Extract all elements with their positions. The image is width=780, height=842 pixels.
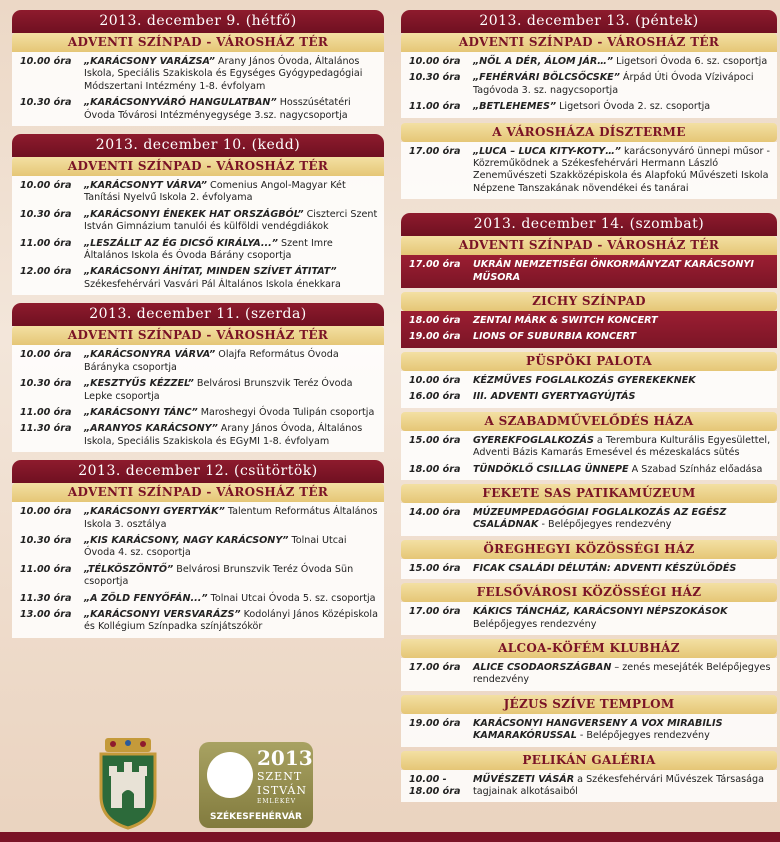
event-detail: - Belépőjegyes rendezvény	[576, 730, 710, 742]
event-list	[401, 658, 777, 691]
event-time: 14.00 óra	[409, 506, 461, 518]
event-time: 17.00 óra	[409, 259, 461, 271]
event-title: „KARÁCSONYI ÁHÍTAT, MINDEN SZÍVET ÁTITAT”	[84, 266, 337, 278]
event-detail: karácsonyváró ünnepi műsor - Közreműködnek a Székesfehérvári Hermann László Zeneművészeti Szakközépiskola és Alapfokú Művészeti Iskola Népzene Tanszakának növendékei és tanárai	[473, 145, 770, 194]
event-row	[12, 423, 380, 448]
event-time: 10.30 óra	[20, 208, 72, 220]
event-title: „A ZÖLD FENYŐFÁN...”	[84, 592, 208, 604]
event-list	[401, 431, 777, 480]
event-title: „NŐL A DÉR, ÁLOM JÁR…”	[473, 56, 614, 67]
event-title: GYEREKFOGLALKOZÁS	[473, 434, 594, 446]
venue-header: ADVENTI SZÍNPAD - VÁROSHÁZ TÉR	[12, 326, 384, 345]
event-desc	[84, 423, 380, 448]
event-time: 10.30 óra	[20, 97, 72, 109]
venue-header: A VÁROSHÁZA DÍSZTERME	[401, 123, 777, 142]
event-list	[12, 176, 384, 295]
event-time: 18.00 óra	[409, 463, 461, 475]
event-list	[401, 142, 777, 200]
venue-header: PELIKÁN GALÉRIA	[401, 751, 777, 770]
event-title: „KIS KARÁCSONY, NAGY KARÁCSONY”	[84, 534, 289, 546]
event-title: FICAK CSALÁDI DÉLUTÁN: ADVENTI KÉSZÜLŐDÉS	[473, 562, 737, 574]
event-time: 11.30 óra	[20, 423, 72, 435]
venue-header: PÜSPÖKI PALOTA	[401, 352, 777, 371]
event-title: „KARÁCSONYVÁRÓ HANGULATBAN”	[84, 97, 277, 109]
event-time: 10.00 óra	[20, 506, 72, 518]
event-title: „LESZÁLLT AZ ÉG DICSŐ KIRÁLYA...”	[84, 237, 278, 249]
event-detail: Hosszúsétatéri Óvoda Tóvárosi Intézményegysége 3.sz. nagycsoportja	[84, 97, 351, 121]
event-row	[401, 56, 773, 68]
event-list	[401, 311, 777, 348]
venue-header: JÉZUS SZÍVE TEMPLOM	[401, 695, 777, 714]
event-detail: Maroshegyi Óvoda Tulipán csoportja	[197, 406, 375, 418]
event-desc	[473, 718, 773, 743]
event-desc	[473, 56, 773, 68]
event-row	[12, 609, 380, 634]
event-time: 19.00 óra	[409, 331, 461, 343]
event-time: 10.00 óra	[409, 56, 461, 67]
event-desc	[84, 506, 380, 531]
event-row	[12, 97, 380, 122]
right-column	[401, 10, 777, 810]
event-row	[401, 718, 773, 743]
event-row	[401, 331, 773, 343]
event-row	[401, 259, 773, 284]
event-desc	[473, 507, 773, 532]
event-time: 11.30 óra	[20, 592, 72, 604]
day-block	[12, 10, 384, 126]
event-detail: A Szabad Színház előadása	[628, 463, 763, 475]
venue-header: FELSŐVÁROSI KÖZÖSSÉGI HÁZ	[401, 583, 777, 602]
event-row	[12, 209, 380, 234]
event-time: 16.00 óra	[409, 391, 461, 403]
venue-header: ZICHY SZÍNPAD	[401, 292, 777, 311]
day-header: 2013. december 14. (szombat)	[401, 213, 777, 236]
event-desc	[84, 180, 380, 205]
badge-city: SZÉKESFEHÉRVÁR	[210, 812, 302, 822]
event-desc	[473, 375, 773, 387]
event-title: „KARÁCSONYI TÁNC”	[84, 406, 198, 418]
day-block	[12, 303, 384, 452]
venue-header: ÖREGHEGYI KÖZÖSSÉGI HÁZ	[401, 540, 777, 559]
event-desc	[84, 609, 380, 634]
event-detail: Szent Imre Általános Iskola és Óvoda Bárány csoportja	[84, 237, 333, 262]
event-title: „KESZTYŰS KÉZZEL”	[84, 378, 194, 390]
event-time: 10.00 óra	[409, 374, 461, 386]
event-time: 10.30 óra	[409, 72, 461, 84]
logos	[95, 738, 365, 830]
event-title: „KARÁCSONYT VÁRVA”	[84, 180, 207, 192]
event-time: 18.00 óra	[409, 315, 461, 327]
venue-header: ADVENTI SZÍNPAD - VÁROSHÁZ TÉR	[12, 483, 384, 502]
venue-header: A SZABADMŰVELŐDÉS HÁZA	[401, 412, 777, 431]
event-time: 10.00 - 18.00 óra	[409, 773, 461, 797]
venue-header: ADVENTI SZÍNPAD - VÁROSHÁZ TÉR	[12, 157, 384, 176]
event-title: ALICE CSODAORSZÁGBAN	[473, 661, 612, 673]
event-list	[401, 602, 777, 635]
event-time: 15.00 óra	[409, 434, 461, 446]
event-time: 10.30 óra	[20, 378, 72, 390]
event-detail: Tolnai Utcai Óvoda 4. sz. csoportja	[84, 534, 347, 559]
event-row	[401, 563, 773, 575]
event-row	[12, 349, 380, 374]
event-desc	[84, 349, 380, 374]
event-desc	[84, 56, 380, 93]
event-time: 13.00 óra	[20, 608, 72, 620]
event-title: „FEHÉRVÁRI BÖLCSŐCSKE”	[473, 72, 620, 84]
bottom-band	[0, 832, 780, 842]
day-header: 2013. december 10. (kedd)	[12, 134, 384, 157]
event-time: 17.00 óra	[409, 661, 461, 673]
venue-header: ALCOA-KÖFÉM KLUBHÁZ	[401, 639, 777, 658]
event-detail: Arany János Óvoda, Általános Iskola, Speciális Szakiskola és EGyMI 1-8. évfolyam	[84, 423, 363, 447]
event-desc	[84, 378, 380, 403]
event-desc	[473, 774, 773, 799]
event-title: „KARÁCSONYI GYERTYÁK”	[84, 506, 225, 518]
event-desc	[84, 266, 380, 291]
event-row	[12, 266, 380, 291]
event-detail: Arany János Óvoda, Általános Iskola, Speciális Szakiskola és Egységes Gyógypedagógiai Módszertani Intézmény 1-8. évfolyam	[84, 56, 363, 92]
event-detail: Ligetsori Óvoda 2. sz. csoportja	[556, 101, 711, 113]
event-row	[401, 662, 773, 687]
event-row	[401, 606, 773, 631]
event-desc	[473, 606, 773, 631]
venue-header: ADVENTI SZÍNPAD - VÁROSHÁZ TÉR	[401, 33, 777, 52]
event-list	[401, 503, 777, 536]
event-row	[401, 315, 773, 327]
event-time: 17.00 óra	[409, 606, 461, 618]
event-list	[401, 255, 777, 288]
event-desc	[84, 535, 380, 560]
event-detail: UKRÁN NEMZETISÉGI ÖNKORMÁNYZAT KARÁCSONYI MŰSORA	[473, 259, 754, 283]
event-detail: a Székesfehérvári Művészek Társasága tagjainak alkotásaiból	[473, 773, 764, 797]
event-row	[401, 101, 773, 113]
event-time: 11.00 óra	[20, 406, 72, 418]
event-row	[12, 564, 380, 589]
event-desc	[84, 97, 380, 122]
event-list	[401, 714, 777, 747]
event-time: 10.00 óra	[20, 349, 72, 361]
event-row	[401, 464, 773, 476]
event-desc	[473, 391, 773, 403]
event-detail: Tolnai Utcai Óvoda 5. sz. csoportja	[207, 592, 376, 604]
event-detail: Belépőjegyes rendezvény	[473, 618, 597, 630]
event-title: „BETLEHEMES”	[473, 101, 557, 113]
event-title: KARÁCSONYI HANGVERSENY A VOX MIRABILIS KAMARAKÓRUSSAL	[473, 717, 723, 742]
event-row	[12, 535, 380, 560]
event-desc	[84, 593, 380, 605]
event-title: „LUCA – LUCA KITY-KOTY…”	[473, 145, 621, 157]
event-detail: Belvárosi Brunszvik Teréz Óvoda Sün csoportja	[84, 563, 354, 588]
event-row	[12, 238, 380, 263]
day-block	[401, 213, 777, 802]
event-time: 12.00 óra	[20, 266, 72, 278]
event-desc	[473, 146, 773, 196]
event-detail: Árpád Úti Óvoda Víziváросi Tagóvoda 3. sz. nagycsoportja	[473, 72, 754, 96]
event-row	[12, 180, 380, 205]
day-block	[12, 134, 384, 295]
day-block	[401, 10, 777, 199]
badge-line-2: ISTVÁN	[257, 784, 307, 797]
venue-header: ADVENTI SZÍNPAD - VÁROSHÁZ TÉR	[12, 33, 384, 52]
event-desc	[473, 331, 773, 343]
event-title: „ARANYOS KARÁCSONY”	[84, 423, 218, 435]
venue-header: FEKETE SAS PATIKAMÚZEUM	[401, 484, 777, 503]
event-title: MŰVÉSZETI VÁSÁR	[473, 773, 575, 785]
event-desc	[84, 209, 380, 234]
event-row	[12, 378, 380, 403]
event-row	[401, 435, 773, 460]
event-title: „KARÁCSONY VARÁZSA”	[84, 56, 215, 67]
day-header: 2013. december 9. (hétfő)	[12, 10, 384, 33]
event-row	[12, 56, 380, 93]
event-title: KÉZMŰVES FOGLALKOZÁS GYEREKEKNEK	[473, 374, 696, 386]
event-title: „KARÁCSONYI VERSVARÁZS”	[84, 608, 241, 620]
badge-line-3: EMLÉKÉV	[257, 798, 297, 805]
event-row	[12, 593, 380, 605]
event-desc	[84, 238, 380, 263]
event-time: 10.00 óra	[20, 180, 72, 192]
event-title: TÜNDÖKLŐ CSILLAG ÜNNEPE	[473, 463, 629, 475]
event-title: III. ADVENTI GYERTYAGYÚJTÁS	[473, 391, 636, 403]
event-row	[401, 774, 773, 799]
event-time: 11.00 óra	[409, 101, 461, 113]
event-detail: Comenius Angol-Magyar Két Tanítási Nyelvű Iskola 2. évfolyama	[84, 180, 346, 204]
event-desc	[473, 101, 773, 113]
event-time: 17.00 óra	[409, 145, 461, 157]
badge-line-1: SZENT	[257, 770, 303, 783]
event-desc	[473, 259, 773, 284]
event-time: 15.00 óra	[409, 562, 461, 574]
event-detail: Kodolányi János Középiskola és Kollégium Színpadka színjátszókör	[84, 608, 378, 633]
city-crest-icon	[95, 738, 161, 830]
event-detail: – zenés mesejáték Belépőjegyes rendezvény	[473, 661, 771, 686]
event-title: MÚZEUMPEDAGÓGIAI FOGLALKOZÁS AZ EGÉSZ CSALÁDNAK	[473, 506, 727, 531]
event-desc	[473, 72, 773, 97]
event-row	[401, 507, 773, 532]
event-list	[401, 559, 777, 579]
event-title: „KARÁCSONYRA VÁRVA”	[84, 349, 216, 361]
event-desc	[84, 407, 380, 419]
badge-year: 2013	[257, 746, 313, 770]
event-time: 11.00 óra	[20, 563, 72, 575]
event-list	[12, 502, 384, 638]
memorial-year-badge	[199, 742, 313, 828]
event-time: 10.30 óra	[20, 534, 72, 546]
event-row	[401, 72, 773, 97]
event-detail: ZENTAI MÁRK & SWITCH KONCERT	[473, 315, 658, 327]
event-row	[401, 146, 773, 196]
event-title: „TÉLKÖSZÖNTŐ”	[84, 563, 174, 575]
event-row	[12, 407, 380, 419]
event-detail: LIONS OF SUBURBIA KONCERT	[473, 331, 637, 343]
event-detail: Olajfa Református Óvoda Báránykа csoportja	[84, 349, 339, 373]
event-title: „KARÁCSONYI ÉNEKEK HAT ORSZÁGBÓL”	[84, 208, 304, 220]
event-detail: a Terembura Kulturális Egyesülettel, Adventi Bázis Kamarás Emesével és mézeskalács sütés	[473, 434, 771, 459]
day-header: 2013. december 12. (csütörtök)	[12, 460, 384, 483]
event-list	[401, 52, 777, 118]
event-list	[12, 52, 384, 126]
event-detail: - Belépőjegyes rendezvény	[538, 519, 672, 531]
day-header: 2013. december 11. (szerda)	[12, 303, 384, 326]
event-row	[401, 391, 773, 403]
day-header: 2013. december 13. (péntek)	[401, 10, 777, 33]
event-list	[12, 345, 384, 452]
orb-icon	[207, 752, 253, 798]
event-title: KÁKICS TÁNCHÁZ, KARÁCSONYI NÉPSZOKÁSOK	[473, 606, 728, 618]
event-time: 11.00 óra	[20, 237, 72, 249]
event-detail: Ciszterci Szent István Gimnázium tanulói és külföldi vendégdiákok	[84, 208, 378, 233]
event-detail: Belvárosi Brunszvik Teréz Óvoda Lepke csoportja	[84, 378, 353, 402]
event-list	[401, 770, 777, 803]
event-desc	[473, 662, 773, 687]
event-row	[12, 506, 380, 531]
event-detail: Ligetsori Óvoda 6. sz. csoportja	[613, 56, 768, 67]
event-desc	[473, 435, 773, 460]
event-time: 19.00 óra	[409, 717, 461, 729]
event-detail: Talentum Református Általános Iskola 3. osztálya	[84, 506, 378, 530]
event-list	[401, 371, 777, 408]
day-block	[12, 460, 384, 638]
event-row	[401, 375, 773, 387]
event-desc	[84, 564, 380, 589]
event-time: 10.00 óra	[20, 56, 72, 67]
event-desc	[473, 464, 773, 476]
event-desc	[473, 563, 773, 575]
venue-header: ADVENTI SZÍNPAD - VÁROSHÁZ TÉR	[401, 236, 777, 255]
event-desc	[473, 315, 773, 327]
event-detail: Székesfehérvári Vasvári Pál Általános Iskola énekkara	[84, 278, 341, 290]
left-column	[12, 10, 384, 646]
